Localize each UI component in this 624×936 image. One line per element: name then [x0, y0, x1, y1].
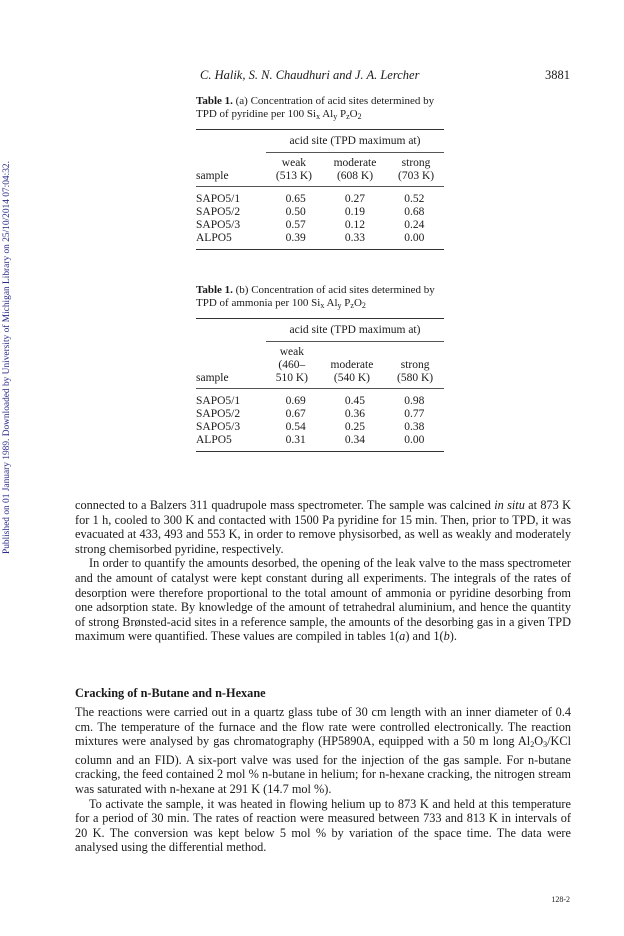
table-row: ALPO5 0.31 0.34 0.00 [196, 434, 425, 446]
table-row: SAPO5/2 0.67 0.36 0.77 [196, 408, 425, 420]
running-head-authors: C. Halik, S. N. Chaudhuri and J. A. Lercher [200, 68, 420, 82]
page-number: 3881 [545, 68, 570, 82]
page-header [200, 68, 570, 83]
table-row: SAPO5/3 0.54 0.25 0.38 [196, 421, 425, 433]
table-1a-grid: weak moderate strong sample (513 K) (608 K) (703 K) [196, 157, 435, 182]
table-1b [196, 284, 444, 452]
table-1a [196, 95, 444, 250]
table-1b-caption: Table 1. (b) Concentration of acid sites determined by TPD of ammonia per 100 $Si_x$ $Al_y$ $P_zO_2$ [196, 284, 435, 310]
table-1b-body [196, 395, 444, 447]
table-row: SAPO5/2 0.50 0.19 0.68 [196, 206, 425, 218]
table-row: SAPO5/3 0.57 0.12 0.24 [196, 219, 425, 231]
table-1b-grid: weak (460– moderate strong sample 510 K) (540 K) (580 K) [196, 346, 434, 384]
section-heading: Cracking of n-Butane and n-Hexane [75, 686, 266, 700]
table-row: SAPO5/1 0.65 0.27 0.52 [196, 193, 425, 205]
table-1b-group-header: acid site (TPD maximum at) [289, 324, 421, 336]
paragraph-3: The reactions were carried out in a quartz glass tube of 30 cm length with an inner diameter of 0.4 cm. The temperature of the furnace and the flow rate were controlled electronically. The reaction mixtures were analysed by gas chromatography (HP5890A, equipped with a 50 m long $Al_2O_3$/KCl column and an FID). A six-port valve was used for the injection of the gas sample. For n-butane cracking, the feed contained 2 mol % n-butane in helium; for n-hexane cracking, the nitrogen stream was saturated with n-hexane at 291 K (14.7 mol %). [75, 705, 571, 796]
paragraph-2: In order to quantify the amounts desorbed, the opening of the leak valve to the mass spectrometer and the amount of catalyst were kept constant during all experiments. The integrals of the rates of desorption were therefore proportional to the total amount of ammonia or pyridine desorbing from one adsorption state. By knowledge of the amount of tetrahedral aluminium, and hence the quantity of strong Brønsted-acid sites in a reference sample, the amounts of the desorbing gas in a given TPD maximum were quantified. These values are compiled in tables 1(a) and 1(b). [75, 556, 571, 644]
paragraph-1: connected to a Balzers 311 quadrupole mass spectrometer. The sample was calcined in situ at 873 K for 1 h, cooled to 300 K and contacted with 1500 Pa pyridine for 15 min. Then, prior to TPD, it was evacuated at 433, 493 and 553 K, in order to remove physisorbed, as well as weakly and moderately strong chemisorbed pyridine, respectively. [75, 498, 571, 556]
paragraph-4: To activate the sample, it was heated in flowing helium up to 873 K and held at this temperature for a period of 30 min. The rates of reaction were measured between 733 and 813 K in intervals of 20 K. The conversion was kept below 5 mol % by variation of the space time. The data were analysed using the differential method. [75, 796, 571, 855]
page-footer-code: 128-2 [551, 895, 570, 904]
body-text-block-1 [75, 498, 571, 644]
table-1a-body [196, 193, 444, 245]
table-row: SAPO5/1 0.69 0.45 0.98 [196, 395, 425, 407]
table-row: ALPO5 0.39 0.33 0.00 [196, 232, 425, 244]
col-sample-header: sample [196, 170, 229, 182]
table-1a-caption: Table 1. (a) Concentration of acid sites determined by TPD of pyridine per 100 $Si_x$ $Al_y$ $P_zO_2$ [196, 95, 435, 121]
body-text-block-2 [75, 705, 571, 855]
publication-side-note: Published on 01 January 1989. Downloaded by University of Michigan Library on 25/10/2014 07:04:32. [2, 161, 12, 555]
col-sample-header: sample [196, 372, 229, 384]
table-1a-group-header: acid site (TPD maximum at) [289, 135, 421, 147]
